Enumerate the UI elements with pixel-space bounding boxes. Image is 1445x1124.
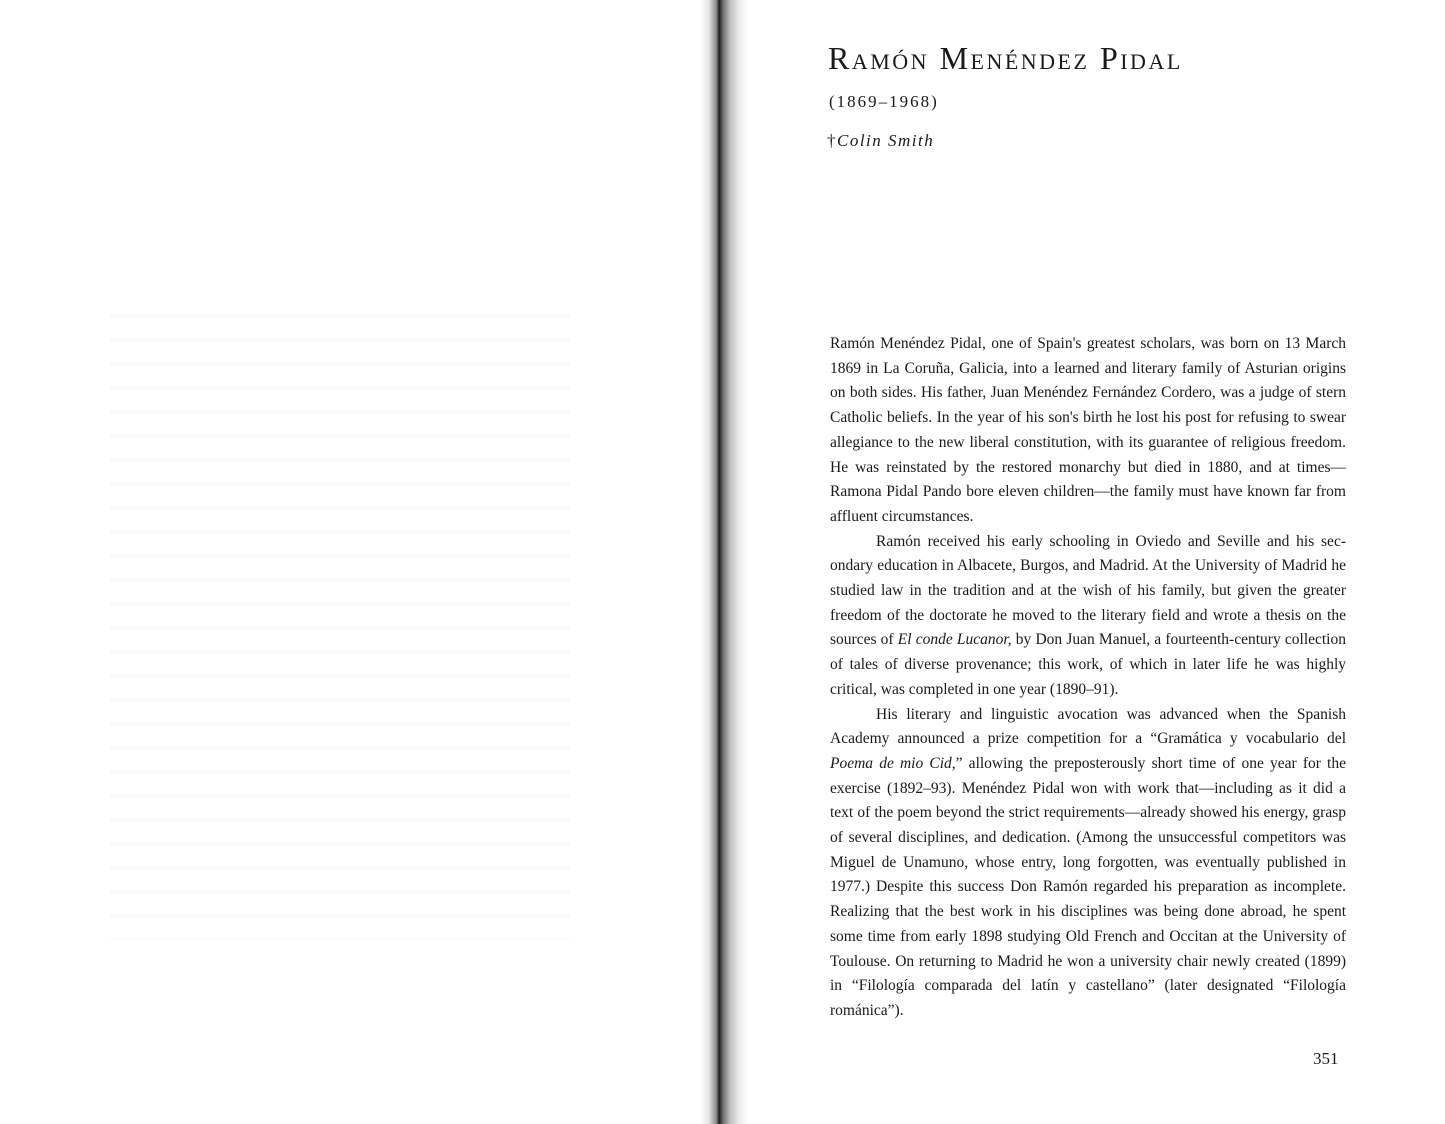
article-body (830, 332, 1346, 1024)
paragraph-text: Ramón Menéndez Pidal, one of Spain's greatest scholars, was born on 13 March 1869 in La Coruña, Galicia, into a learned and literary family of Asturian origins on both sides. His father, Juan Menéndez Fernández Cordero, was a judge of stern Catholic beliefs. In the year of his son's birth he lost his post for refusing to swear allegiance to the new liberal constitution, with its guarantee of religious freedom. He was reinstated by the restored monarchy but died in 1880, and at times—Ramona Pidal Pando bore eleven children—the family must have known far from affluent circumstances. (830, 335, 1346, 525)
author-name: Colin Smith (837, 131, 935, 150)
paragraph-text: His literary and linguistic avocation was advanced when the Spanish Academy announced a prize competition for a “Gramática y vocabulario del (830, 705, 1346, 748)
dagger-mark: † (827, 131, 837, 150)
page-number: 351 (1313, 1049, 1339, 1068)
paragraph-1 (830, 332, 1346, 530)
book-gutter (700, 0, 748, 1124)
article-title: Ramón Menéndez Pidal (828, 40, 1183, 76)
book-title-conde-lucanor: El conde Lucanor, (897, 631, 1012, 649)
paragraph-text: ” allowing the preposterously short time of one year for the exercise (1892–93). Menéndez Pidal won with work that—including as it did a text of the poem beyond the strict requirements—already showed his energy, grasp of several disciplines, and dedication. (Among the unsuccessful competitors was Miguel de Unamuno, whose entry, long forgotten, was eventually published in 1977.) Despite this success Don Ramón regarded his preparation as incomplete. Realizing that the best work in his disciplines was being done abroad, he spent some time from early 1898 studying Old French and Occitan at the University of Toulouse. On returning to Madrid he won a university chair newly created (1899) in “Filología comparada del latín y castellano” (later designated “Filología románica”). (830, 754, 1346, 1019)
paragraph-3 (830, 703, 1346, 1024)
paragraph-text: Ramón received his early schooling in Oviedo and Seville and his secondary education in Albacete, Burgos, and Madrid. At the University of Madrid he studied law in the tradition and at the wish of his family, but given the greater freedom of the doctorate he moved to the literary field and wrote a thesis on the sources of (830, 532, 1346, 649)
paragraph-text: by Don Juan Manuel, a fourteenth-century collection of tales of diverse provenance; this work, of which in later life he was highly critical, was completed in one year (1890–91). (830, 631, 1346, 698)
life-dates: (1869–1968) (829, 92, 939, 111)
right-page (748, 0, 1445, 1124)
author-line (827, 131, 934, 151)
book-title-poema-cid: Poema de mio Cid, (830, 754, 956, 772)
paragraph-2 (830, 530, 1346, 703)
left-page-blank (0, 0, 700, 1124)
show-through-text (110, 300, 570, 940)
